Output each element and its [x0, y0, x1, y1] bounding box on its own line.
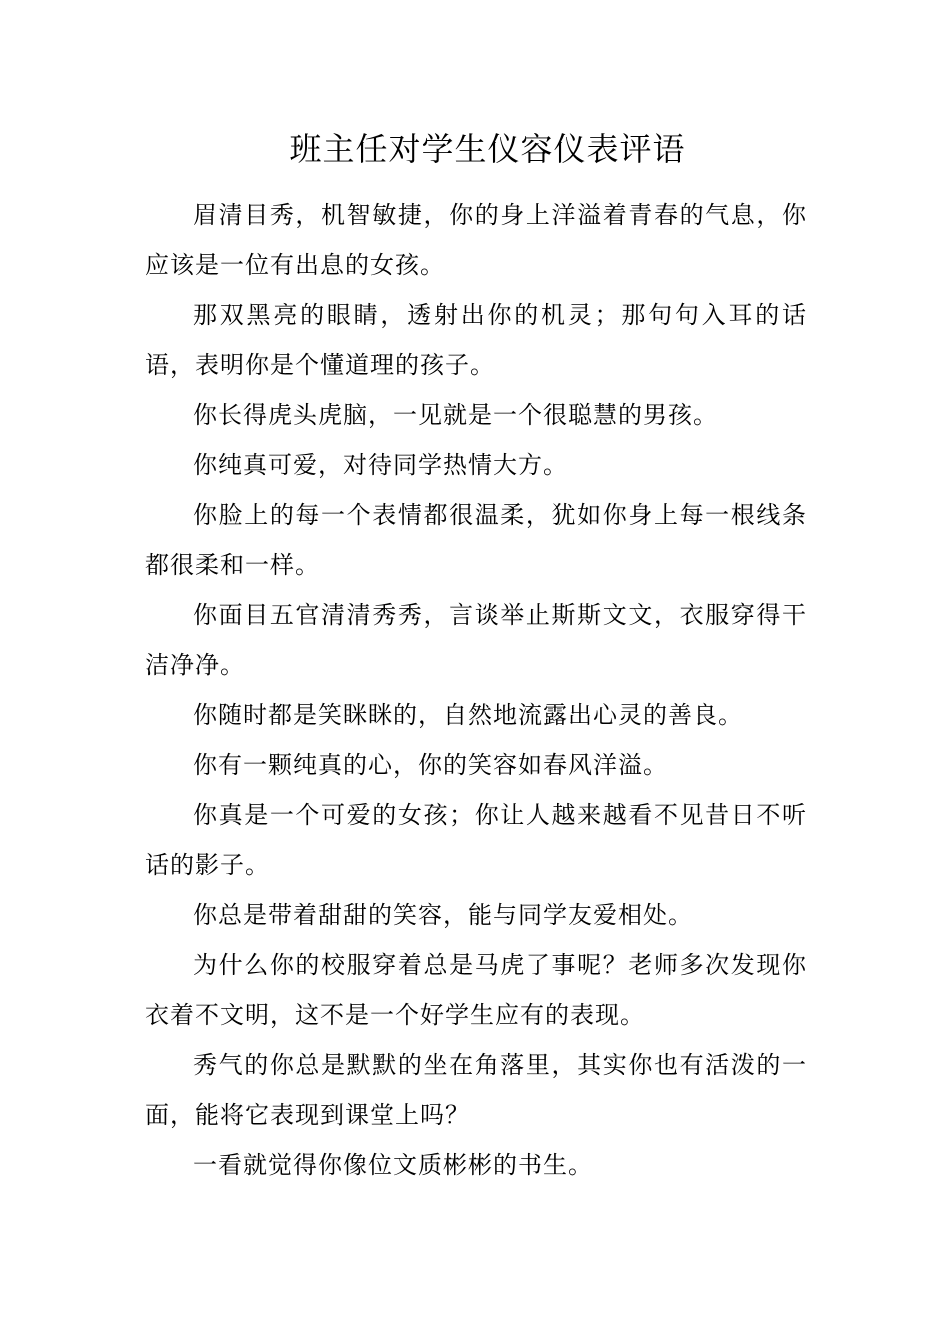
paragraph-11: 为什么你的校服穿着总是马虎了事呢？老师多次发现你衣着不文明，这不是一个好学生应有的表现。 [145, 951, 807, 1029]
document-page [145, 118, 807, 1190]
paragraph-5: 你脸上的每一个表情都很温柔，犹如你身上每一根线条都很柔和一样。 [145, 501, 807, 579]
paragraph-1: 眉清目秀，机智敏捷，你的身上洋溢着青春的气息，你应该是一位有出息的女孩。 [145, 201, 807, 279]
paragraph-2: 那双黑亮的眼睛，透射出你的机灵；那句句入耳的话语，表明你是个懂道理的孩子。 [145, 301, 807, 379]
paragraph-4: 你纯真可爱，对待同学热情大方。 [193, 451, 568, 479]
paragraph-7: 你随时都是笑眯眯的，自然地流露出心灵的善良。 [193, 701, 743, 729]
paragraph-6: 你面目五官清清秀秀，言谈举止斯斯文文，衣服穿得干洁净净。 [145, 601, 807, 679]
paragraph-12: 秀气的你总是默默的坐在角落里，其实你也有活泼的一面，能将它表现到课堂上吗？ [145, 1051, 807, 1129]
paragraph-8: 你有一颗纯真的心，你的笑容如春风洋溢。 [193, 751, 668, 779]
document-title: 班主任对学生仪容仪表评语 [289, 130, 686, 168]
paragraph-9: 你真是一个可爱的女孩；你让人越来越看不见昔日不听话的影子。 [145, 801, 807, 879]
paragraph-10: 你总是带着甜甜的笑容，能与同学友爱相处。 [193, 901, 693, 929]
paragraph-13: 一看就觉得你像位文质彬彬的书生。 [193, 1151, 593, 1179]
paragraph-3: 你长得虎头虎脑，一见就是一个很聪慧的男孩。 [193, 401, 718, 429]
